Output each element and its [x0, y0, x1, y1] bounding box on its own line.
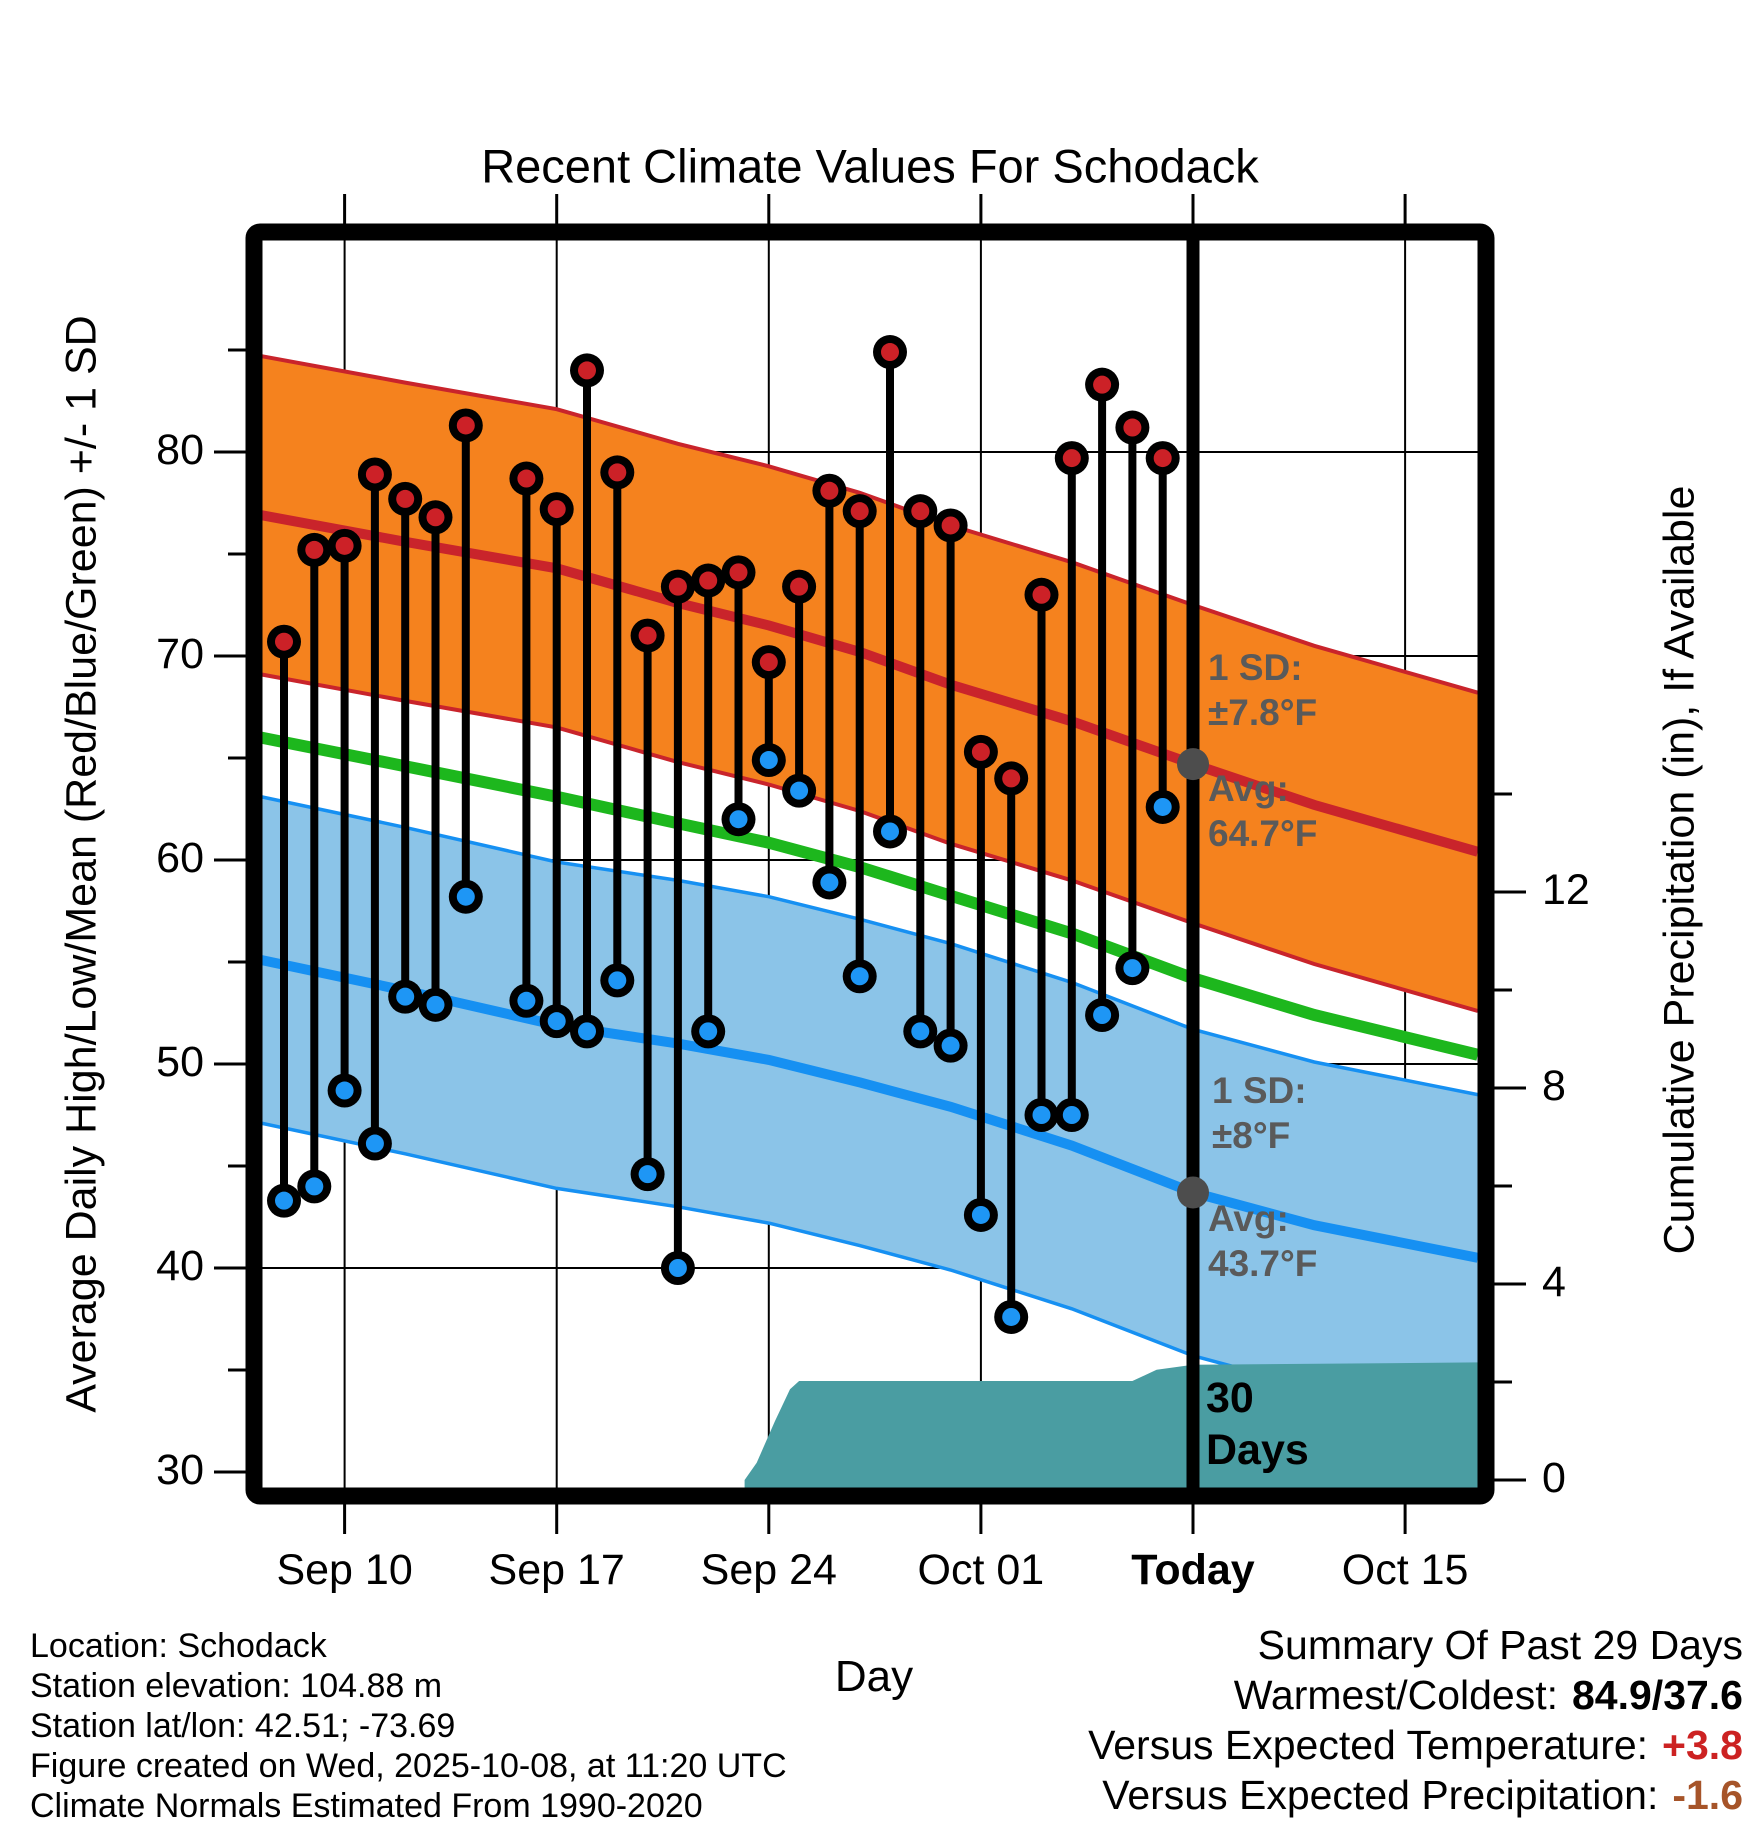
- y-right-tick-label: 4: [1542, 1258, 1566, 1306]
- y-left-tick-label: 60: [156, 834, 204, 882]
- summary-block: [983, 1620, 1743, 1820]
- low-dot: [1093, 1006, 1111, 1024]
- chart-title: Recent Climate Values For Schodack: [481, 139, 1259, 193]
- high-dot: [790, 578, 808, 596]
- x-tick-label: Today: [1131, 1546, 1255, 1594]
- summary-heading: Summary Of Past 29 Days: [1257, 1622, 1743, 1668]
- high-dot: [1033, 586, 1051, 604]
- y-right-tick-label: 12: [1542, 866, 1590, 914]
- x-tick-label: Sep 24: [700, 1546, 837, 1594]
- low-dot: [669, 1259, 687, 1277]
- x-tick-label: Oct 15: [1341, 1546, 1469, 1594]
- x-axis-title: Day: [834, 1652, 914, 1701]
- high-dot: [730, 563, 748, 581]
- high-dot: [760, 653, 778, 671]
- summary-vs-temperature: Versus Expected Temperature: +3.8: [1088, 1722, 1743, 1768]
- low-dot: [578, 1022, 596, 1040]
- high-dot: [275, 633, 293, 651]
- normals-source: Climate Normals Estimated From 1990-2020: [30, 1787, 703, 1825]
- low-dot: [1154, 798, 1172, 816]
- station-location: Location: Schodack: [30, 1627, 327, 1665]
- high-dot: [305, 541, 323, 559]
- low-dot: [275, 1192, 293, 1210]
- low-dot: [699, 1022, 717, 1040]
- low-dot: [366, 1135, 384, 1153]
- y-left-tick-label: 50: [156, 1038, 204, 1086]
- high-sd-label: 1 SD: ±7.8°F: [1208, 647, 1318, 734]
- y-right-tick-label: 0: [1542, 1454, 1566, 1502]
- precip-days-label: 30 Days: [1206, 1374, 1309, 1475]
- high-dot: [457, 416, 475, 434]
- y-right-axis-title: Cumulative Precipitation (in), If Available: [1655, 485, 1704, 1255]
- high-dot: [942, 516, 960, 534]
- high-dot: [1154, 449, 1172, 467]
- y-left-tick-label: 70: [156, 630, 204, 678]
- low-dot: [1063, 1106, 1081, 1124]
- high-dot: [578, 361, 596, 379]
- y-left-tick-label: 80: [156, 426, 204, 474]
- low-sd-label: 1 SD: ±8°F: [1212, 1070, 1307, 1157]
- high-avg-label: Avg: 64.7°F: [1208, 768, 1318, 855]
- high-dot: [1093, 376, 1111, 394]
- high-dot: [1123, 419, 1141, 437]
- low-dot: [517, 992, 535, 1010]
- high-dot: [548, 500, 566, 518]
- x-tick-label: Sep 10: [276, 1546, 413, 1594]
- low-dot: [305, 1177, 323, 1195]
- low-dot: [396, 988, 414, 1006]
- y-left-tick-label: 40: [156, 1242, 204, 1290]
- vs-temperature-value: +3.8: [1662, 1722, 1743, 1768]
- low-dot: [730, 810, 748, 828]
- vs-precipitation-value: -1.6: [1672, 1772, 1743, 1818]
- high-dot: [336, 537, 354, 555]
- low-dot: [336, 1082, 354, 1100]
- high-dot: [517, 470, 535, 488]
- low-dot: [760, 751, 778, 769]
- y-left-tick-label: 30: [156, 1446, 204, 1494]
- high-dot: [1002, 769, 1020, 787]
- y-right-tick-label: 8: [1542, 1062, 1566, 1110]
- figure-created: Figure created on Wed, 2025-10-08, at 11:20 UTC: [30, 1747, 787, 1785]
- high-dot: [608, 463, 626, 481]
- summary-warmest-coldest: Warmest/Coldest: 84.9/37.6: [1233, 1672, 1743, 1718]
- x-tick-label: Oct 01: [917, 1546, 1045, 1594]
- station-latlon: Station lat/lon: 42.51; -73.69: [30, 1707, 456, 1745]
- high-dot: [669, 578, 687, 596]
- high-dot: [820, 482, 838, 500]
- high-dot: [1063, 449, 1081, 467]
- low-dot: [820, 873, 838, 891]
- warmest-coldest-value: 84.9/37.6: [1572, 1672, 1743, 1718]
- low-dot: [639, 1165, 657, 1183]
- low-dot: [548, 1012, 566, 1030]
- y-left-axis-title: Average Daily High/Low/Mean (Red/Blue/Green) +/- 1 SD: [57, 315, 106, 1413]
- low-dot: [1033, 1106, 1051, 1124]
- high-dot: [911, 502, 929, 520]
- high-dot: [699, 572, 717, 590]
- high-dot: [972, 743, 990, 761]
- high-dot: [366, 465, 384, 483]
- high-dot: [881, 343, 899, 361]
- high-avg-dot: [1177, 748, 1209, 780]
- low-avg-label: Avg: 43.7°F: [1208, 1198, 1318, 1285]
- high-dot: [396, 490, 414, 508]
- low-dot: [911, 1022, 929, 1040]
- cumulative-precip-area: [745, 1362, 1478, 1488]
- plot-area: [261, 240, 1478, 1488]
- low-dot: [942, 1037, 960, 1055]
- high-dot: [427, 508, 445, 526]
- low-dot: [1002, 1308, 1020, 1326]
- summary-vs-precipitation: Versus Expected Precipitation: -1.6: [1102, 1772, 1743, 1818]
- x-tick-label: Sep 17: [488, 1546, 625, 1594]
- low-avg-dot: [1177, 1177, 1209, 1209]
- low-dot: [427, 996, 445, 1014]
- station-info: [30, 1626, 787, 1826]
- station-elevation: Station elevation: 104.88 m: [30, 1667, 443, 1705]
- low-dot: [1123, 959, 1141, 977]
- low-dot: [972, 1206, 990, 1224]
- low-dot: [608, 971, 626, 989]
- low-dot: [790, 782, 808, 800]
- high-dot: [851, 502, 869, 520]
- high-dot: [639, 627, 657, 645]
- low-dot: [881, 822, 899, 840]
- low-dot: [851, 967, 869, 985]
- low-dot: [457, 888, 475, 906]
